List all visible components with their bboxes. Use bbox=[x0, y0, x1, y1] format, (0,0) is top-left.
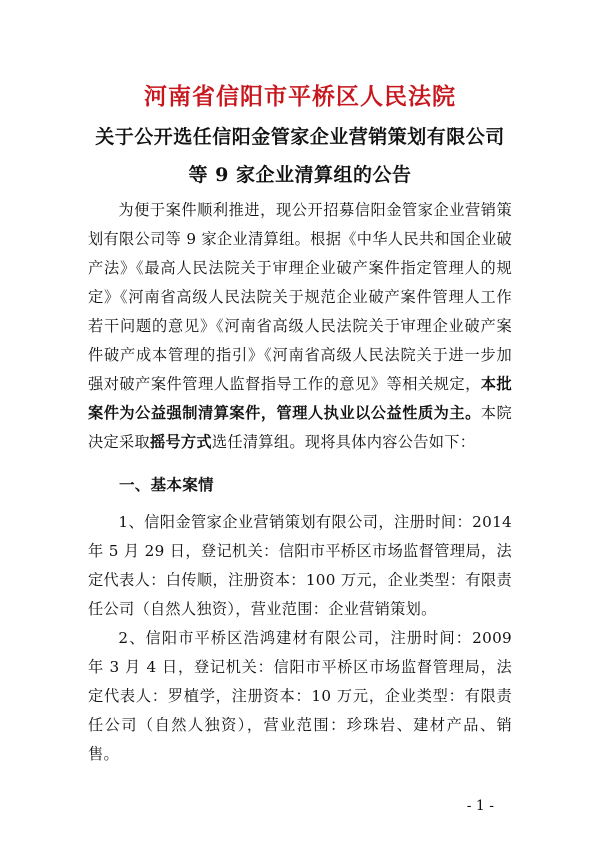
announcement-title-line2: 等 9 家企业清算组的公告 bbox=[188, 164, 412, 186]
intro-text-2: 本院决定采取 bbox=[88, 404, 512, 451]
section-heading-basic-case: 一、基本案情 bbox=[119, 476, 214, 494]
document-body bbox=[88, 196, 512, 769]
court-name-title: 河南省信阳市平桥区人民法院 bbox=[144, 83, 456, 110]
page-number: - 1 - bbox=[466, 798, 494, 814]
announcement-title-line1: 关于公开选任信阳金管家企业营销策划有限公司 bbox=[95, 126, 505, 148]
intro-text-3: 选任清算组。现将具体内容公告如下： bbox=[211, 433, 476, 451]
intro-bold-1: 本批案件为公益强制清算案件，管理人执业以公益性质为主。 bbox=[88, 375, 512, 422]
case-item-1: 1、信阳金管家企业营销策划有限公司，注册时间：2014 年 5 月 29 日，登记机关：信阳市平桥区市场监督管理局，法定代表人：白传顺，注册资本：100 万元，企业类型：有限责任公司（自然人独资），营业范围：企业营销策划。 bbox=[88, 513, 512, 618]
intro-paragraph bbox=[88, 196, 512, 457]
case-item-2: 2、信阳市平桥区浩鸿建材有限公司，注册时间：2009 年 3 月 4 日，登记机关：信阳市平桥区市场监督管理局，法定代表人：罗植学，注册资本：10 万元，企业类型：有限责任公司（自然人独资），营业范围：珍珠岩、建材产品、销售。 bbox=[88, 629, 512, 763]
intro-bold-2: 摇号方式 bbox=[149, 433, 212, 451]
intro-text-1: 为便于案件顺利推进，现公开招募信阳金管家企业营销策划有限公司等 9 家企业清算组。根据《中华人民共和国企业破产法》《最高人民法院关于审理企业破产案件指定管理人的规定》《河南省高级人民法院关于规范企业破产案件管理人工作若干问题的意见》《河南省高级人民法院关于审理企业破产案件破产成本管理的指引》《河南省高级人民法院关于进一步加强对破产案件管理人监督指导工作的意见》等相关规定， bbox=[88, 201, 512, 393]
